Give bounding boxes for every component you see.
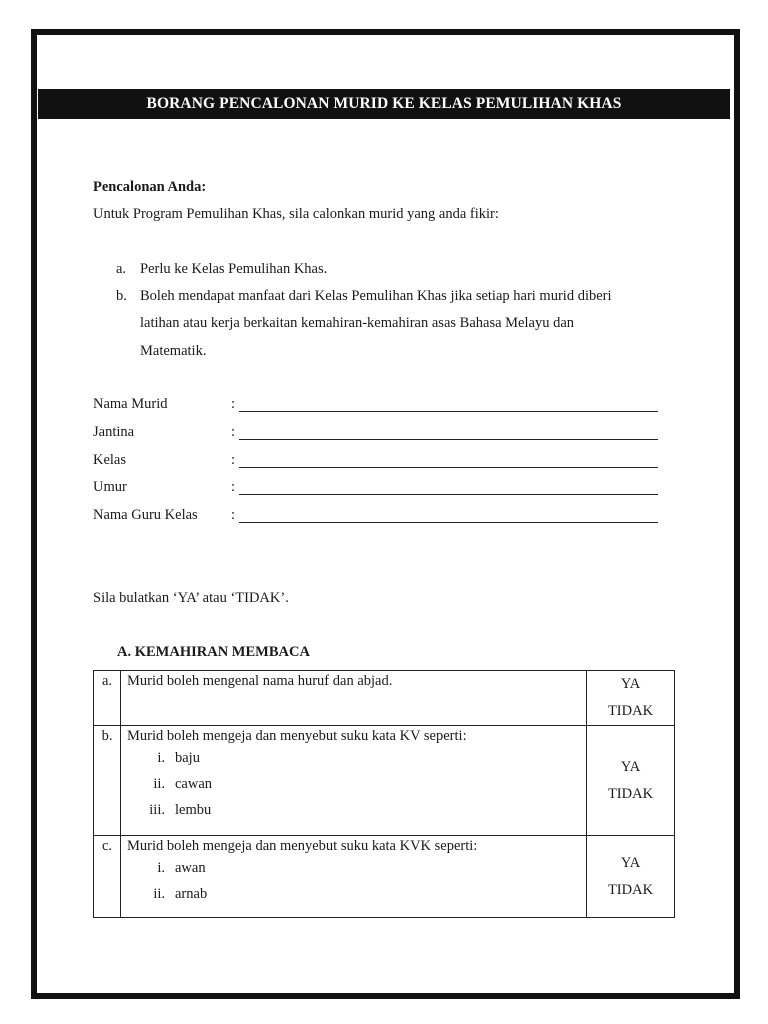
field-colon: : — [231, 396, 236, 412]
intro-text: Untuk Program Pemulihan Khas, sila calonkan murid yang anda fikir: — [93, 206, 499, 222]
item-number: i. — [157, 750, 165, 766]
field-label: Umur — [93, 479, 127, 495]
answer-cell — [587, 726, 675, 836]
criteria-letter: a. — [116, 261, 127, 277]
answer-yes[interactable]: YA — [620, 676, 641, 692]
answer-no[interactable]: TIDAK — [607, 881, 654, 898]
answer-cell — [587, 836, 675, 918]
criteria-letter: b. — [116, 288, 127, 304]
list-item — [127, 881, 580, 908]
criteria-text: Boleh mendapat manfaat dari Kelas Pemulihan Khas jika setiap hari murid diberi — [140, 288, 612, 304]
item-word: baju — [175, 750, 200, 766]
instruction-text: Sila bulatkan ‘YA’ atau ‘TIDAK’. — [93, 590, 289, 606]
row-description — [121, 726, 587, 836]
field-label: Nama Guru Kelas — [93, 507, 198, 523]
field-input-line[interactable] — [239, 522, 658, 523]
list-item — [127, 745, 580, 772]
answer-cell — [587, 671, 675, 726]
field-colon: : — [231, 424, 236, 440]
row-text: Murid boleh mengeja dan menyebut suku kata KVK seperti: — [127, 838, 478, 854]
field-nama-guru-kelas[interactable] — [93, 507, 658, 527]
answer-no[interactable]: TIDAK — [607, 785, 654, 802]
row-description — [121, 836, 587, 918]
item-number: iii. — [149, 802, 165, 818]
answer-yes[interactable]: YA — [620, 854, 641, 871]
field-label: Kelas — [93, 452, 127, 468]
table-row — [94, 836, 675, 918]
list-item — [127, 855, 580, 882]
criteria-text: Matematik. — [140, 343, 207, 359]
criteria-text: latihan atau kerja berkaitan kemahiran-kemahiran asas Bahasa Melayu dan — [140, 315, 575, 331]
row-description — [121, 671, 587, 726]
item-word: arnab — [175, 886, 208, 902]
item-number: ii. — [153, 776, 165, 792]
field-colon: : — [231, 507, 236, 523]
field-kelas[interactable] — [93, 452, 658, 472]
table-row — [94, 671, 675, 726]
list-item — [127, 797, 580, 824]
row-text: Murid boleh mengeja dan menyebut suku kata KV seperti: — [127, 728, 467, 744]
list-item — [127, 771, 580, 798]
field-umur[interactable] — [93, 479, 658, 499]
field-colon: : — [231, 479, 236, 495]
field-input-line[interactable] — [239, 411, 658, 412]
row-letter: b. — [94, 726, 121, 836]
form-title-bar — [38, 89, 730, 119]
field-label: Jantina — [93, 424, 135, 440]
table-row — [94, 726, 675, 836]
row-letter: c. — [94, 836, 121, 918]
criteria-text: Perlu ke Kelas Pemulihan Khas. — [140, 261, 328, 277]
field-nama-murid[interactable] — [93, 396, 658, 416]
field-jantina[interactable] — [93, 424, 658, 444]
row-text: Murid boleh mengenal nama huruf dan abjad. — [127, 673, 393, 689]
section-heading: A. KEMAHIRAN MEMBACA — [117, 644, 310, 660]
answer-yes[interactable]: YA — [620, 758, 641, 775]
answer-no[interactable]: TIDAK — [607, 703, 654, 719]
item-word: awan — [175, 860, 206, 876]
item-word: lembu — [175, 802, 212, 818]
item-word: cawan — [175, 776, 213, 792]
field-input-line[interactable] — [239, 439, 658, 440]
item-number: i. — [157, 860, 165, 876]
skill-table — [93, 670, 675, 918]
intro-heading: Pencalonan Anda: — [93, 179, 207, 195]
field-input-line[interactable] — [239, 494, 658, 495]
row-letter: a. — [94, 671, 121, 726]
field-label: Nama Murid — [93, 396, 168, 412]
field-colon: : — [231, 452, 236, 468]
field-input-line[interactable] — [239, 467, 658, 468]
form-title: BORANG PENCALONAN MURID KE KELAS PEMULIHAN KHAS — [146, 95, 622, 112]
item-number: ii. — [153, 886, 165, 902]
